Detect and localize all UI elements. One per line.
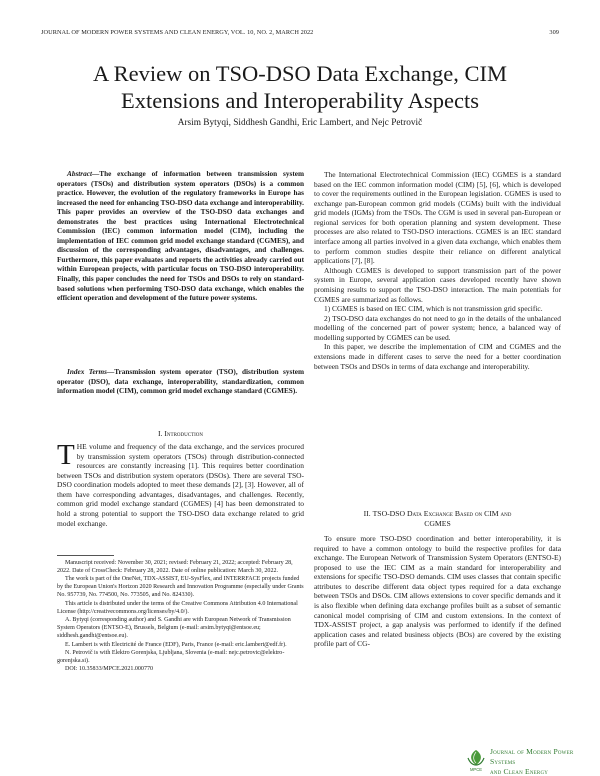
- abstract-text: —The exchange of information between transmission system operators (TSOs) and distribution system operators (DSOs) is a common practice. However, the evolution of the regulatory frameworks in Europe has increased the need for enhancing TSO-DSO data exchange and interoperability. This paper provides an overview of the TSO-DSO data exchanges and demonstrates the best practices using International Electrotechnical Commission (IEC) common information model (CIM), including the implementation of IEC common grid model exchange standard (CGMES), and discussion of the corresponding advantages, disadvantages, and challenges. Furthermore, this paper evaluates and reports the activities already carried out within European projects, with particular focus on TSO-DSO interoperability. Finally, this paper concludes the need for TSOs and DSOs to rely on standard-based solutions when performing TSO-DSO data exchange, which enables the efficient operation and development of the future power systems.: [57, 170, 304, 303]
- paragraph: The International Electrotechnical Commission (IEC) CGMES is a standard based on the IEC common information model (CIM) [5], [6], which is developed to cover the requirements outlined in the European legislation. CGMES is used to exchange pan-European common grid models (CGMs) built with the individual grid models (IGMs) from the TSOs. The CGM is used in several pan-European or regional services for both operation planning and system development. These processes are also related to TSO-DSO interactions. CGMES is an IEC standard interface among all parties involved in a given data exchange, which enables them to perform common studies despite their reliance on different analytical applications [7], [8].: [314, 170, 561, 266]
- list-item: 2) TSO-DSO data exchanges do not need to go in the details of the unbalanced modelling of the concerned part of power system; hence, a balanced way of modelling supported by CGMES can be used.: [314, 313, 561, 342]
- footnote: Manuscript received: November 30, 2021; revised: February 21, 2022; accepted: February 28, 2022. Date of CrossCheck: February 28, 2022. Date of online publication: March 30, 2022.: [57, 560, 293, 575]
- index-terms: [57, 368, 304, 397]
- introduction-body: [57, 439, 304, 528]
- footnote: The work is part of the OneNet, TDX-ASSIST, EU-SysFlex, and INTERRFACE projects funded by the European Union's Horizon 2020 Research and Innovation Programme (especially under Grants No. 957739, No. 774500, No. 773505, and No. 824330).: [57, 576, 304, 599]
- right-column-body: [314, 170, 561, 371]
- section-title: Introduction: [164, 429, 204, 438]
- paper-title: [40, 60, 560, 114]
- section-numeral: II.: [363, 509, 371, 518]
- footnote: N. Petrovič is with Elektro Gorenjska, Ljubljana, Slovenia (e-mail: nejc.petrovic@elektro-gorenjska.si).: [57, 650, 285, 665]
- logo-text: MPCE: [469, 767, 483, 772]
- footnote-doi: DOI: 10.35833/MPCE.2021.000770: [65, 666, 154, 673]
- leaf-logo-icon: [465, 748, 487, 772]
- index-terms-text: —Transmission system operator (TSO), distribution system operator (DSO), data exchange, interoperability, standardization, common information model (CIM), common grid model exchange standard (CGMES).: [57, 368, 304, 396]
- footnote: E. Lambert is with Electricité de France (EDF), Paris, France (e-mail: eric.lambert@edf.fr).: [65, 641, 287, 648]
- title-line-1: A Review on TSO-DSO Data Exchange, CIM: [93, 61, 507, 86]
- footnotes: [57, 559, 304, 674]
- section-heading-data-exchange: [314, 509, 561, 529]
- index-terms-label: Index Terms: [67, 368, 107, 376]
- page-number: 309: [549, 29, 559, 36]
- footnote: A. Bytyqi (corresponding author) and S. Gandhi are with European Network of Transmission System Operators (ENTSO-E), Brussels, Belgium (e-mail: arsim.bytyqi@entsoe.eu; siddhesh.gandhi@entsoe.eu).: [57, 617, 291, 640]
- introduction-text: HE volume and frequency of the data exchange, and the services procured by transmission system operators (TSOs) through distribution-connected resources are constantly increasing [1]. This requires better coordination between TSOs and distribution system operators (DSOs). There are several TSO-DSO coordination models adopted to meet these demands [2], [3]. However, all of them have corresponding advantages, disadvantages, and challenges. Recently, common grid model exchange standard (CGMES) [4] has been demonstrated to hold a strong potential to support the TSO-DSO data exchange related to grid model exchange.: [57, 442, 304, 528]
- footer-journal-line-2: and Clean Energy: [490, 766, 549, 776]
- footer-journal-line-1: Journal of Modern Power Systems: [490, 747, 574, 766]
- running-header: [41, 29, 559, 39]
- author-list: Arsim Bytyqi, Siddhesh Gandhi, Eric Lambert, and Nejc Petrovič: [177, 118, 423, 128]
- journal-header: JOURNAL OF MODERN POWER SYSTEMS AND CLEAN ENERGY, VOL. 10, NO. 2, MARCH 2022: [41, 29, 314, 36]
- footnote: This article is distributed under the terms of the Creative Commons Attribution 4.0 International License (http://creativecommons.org/licenses/by/4.0/).: [57, 600, 298, 615]
- footnote-divider: [57, 555, 114, 556]
- paragraph: To ensure more TSO-DSO coordination and better interoperability, it is required to have a common ontology to build the respective profiles for data exchange. The European Network of Transmission System Operators (ENTSO-E) proposed to use the IEC CIM as a main standard for interoperability and extensions for specific TSO-DSO demands. CIM uses classes that contain specific attributes to describe different data object types required for a data exchange between TSOs and DSOs. CIM allows extensions to cover specific demands and it is also flexible when defining data exchange profiles built as a subset of semantic canonical model comprising of CIM and custom extensions. In the context of TDX-ASSIST project, a gap analysis was performed to identify if the defined application cases and related business objects (BOs) are covered by the existing profile part of CG-: [314, 534, 561, 649]
- paragraph: In this paper, we describe the implementation of CIM and CGMES and the extensions made in different cases to serve the need for a better coordination between TSOs and DSOs in terms of data exchange and interoperability.: [314, 342, 561, 371]
- list-item: 1) CGMES is based on IEC CIM, which is not transmission grid specific.: [324, 304, 543, 314]
- drop-cap: T: [57, 439, 75, 471]
- section-numeral: I.: [157, 429, 163, 438]
- section-title-line-1: TSO-DSO Data Exchange Based on CIM and: [372, 509, 512, 518]
- section-heading-introduction: [57, 429, 304, 438]
- section-title-line-2: CGMES: [424, 519, 451, 528]
- abstract: [57, 170, 304, 304]
- abstract-label: Abstract: [67, 170, 92, 178]
- title-line-2: Extensions and Interoperability Aspects: [120, 88, 480, 113]
- section-2-body: [314, 534, 561, 649]
- paragraph: Although CGMES is developed to support transmission part of the power system in Europe, several application cases developed recently have shown promising results to support the TSO-DSO interaction. The main potentials for CGMES are summarized as follows.: [314, 265, 561, 304]
- footer-journal-name: [490, 747, 600, 776]
